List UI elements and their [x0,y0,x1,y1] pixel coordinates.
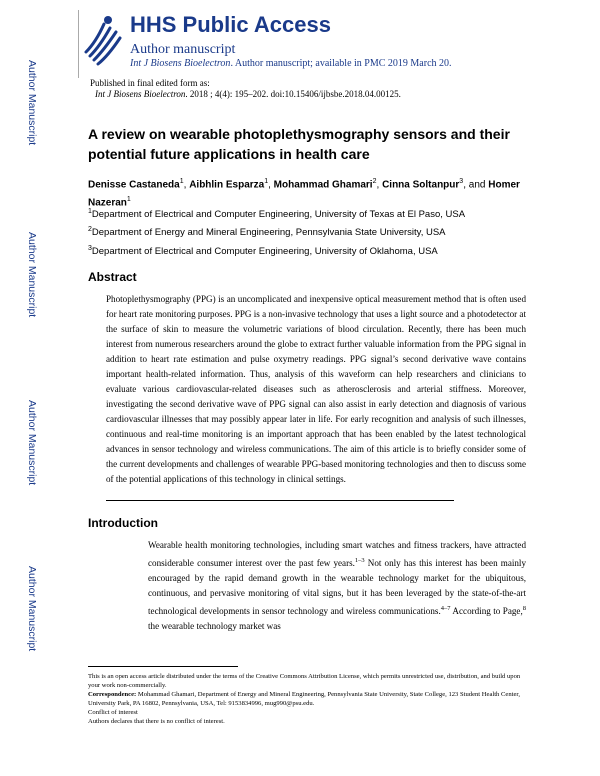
license-footnote: This is an open access article distributed under the terms of the Creative Commons Attribution License, which permits unrestricted use, distribution, and build upon your work non-commercially. [88,673,521,689]
affiliation-number: 2 [88,226,92,233]
introduction-body [148,538,526,634]
published-note: Published in final edited form as: [90,78,210,88]
availability-text: . Author manuscript; available in PMC 2019 March 20. [230,58,452,69]
margin-label-author-manuscript: Author Manuscript [26,232,38,318]
citation-line [95,89,401,99]
author-manuscript-subtitle: Author manuscript [130,42,236,57]
correspondence-text: Mohammad Ghamari, Department of Energy and Mineral Engineering, Pennsylvania State University, State College, 123 Student Health Center, University Park, PA 16802, Pennsylvania, USA, Tel: 9153834996, mug990@psu.edu. [88,691,520,707]
citation-details: . 2018 ; 4(4): 195–202. doi:10.15406/ijbsbe.2018.04.00125. [185,89,401,99]
affiliation [88,208,465,220]
correspondence-footnote [88,690,528,708]
author-separator: , [268,179,274,191]
author-list [88,174,528,211]
author-separator: , [376,179,383,191]
reference-link[interactable]: 8 [522,605,526,613]
author-affiliation-mark: 1 [179,178,184,185]
affiliation-text: Department of Energy and Mineral Engineering, Pennsylvania State University, USA [91,227,446,239]
author-name: Homer Nazeran [88,179,520,209]
conflict-of-interest-text: Authors declares that there is no conflict of interest. [88,718,225,725]
conflict-of-interest-title: Conflict of interest [88,709,138,716]
author-affiliation-mark: 1 [264,178,269,185]
article-title: A review on wearable photoplethysmography sensors and their potential future applications in health care [88,126,510,162]
intro-text: Not only has this interest has been mainly encouraged by the rapid demand growth in the wearable technology market for the ubiquitous, continuous, and pervasive monitoring of vital signs, but it has been leveraged by the state-of-the-art technological developments in sensor technology and wireless communications. [148,558,526,617]
author-affiliation-mark: 3 [459,178,464,185]
affiliation-text: Department of Electrical and Computer Engineering, University of Texas at El Paso, USA [91,209,466,221]
affiliation [88,245,438,257]
reference-link[interactable]: 4–7 [440,605,451,613]
author-name: Aibhlin Esparza [189,179,265,191]
margin-label-author-manuscript: Author Manuscript [26,400,38,486]
margin-label-author-manuscript: Author Manuscript [26,60,38,146]
affiliation-number: 3 [88,245,92,252]
affiliation-number: 1 [88,208,92,215]
intro-text: the wearable technology market was [148,621,281,632]
author-name: Denisse Castaneda [88,179,180,191]
journal-name: Int J Biosens Bioelectron [130,58,231,69]
margin-label-author-manuscript: Author Manuscript [26,566,38,652]
affiliation [88,226,446,238]
affiliation-text: Department of Electrical and Computer Engineering, University of Oklahoma, USA [91,246,438,258]
author-name: Cinna Soltanpur [382,179,460,191]
hhs-public-access-title: HHS Public Access [130,12,331,37]
introduction-heading: Introduction [88,516,158,530]
author-affiliation-mark: 2 [372,178,377,185]
citation-journal: Int J Biosens Bioelectron [95,89,186,99]
intro-text: Wearable health monitoring technologies, including smart watches and fitness trackers, have attracted considerable consumer interest over the past few years. [148,540,526,569]
intro-text: According to Page, [450,606,523,617]
hhs-eagle-logo-icon [82,12,122,66]
header-divider [78,10,79,78]
reference-link[interactable]: 1–3 [354,557,365,564]
author-name: Mohammad Ghamari [273,179,373,191]
footnote-divider [88,666,238,667]
author-separator: , [183,179,190,191]
journal-availability [130,58,452,69]
author-affiliation-mark: 1 [126,196,131,204]
abstract-divider [106,500,454,501]
correspondence-label: Correspondence: [88,691,137,698]
author-separator: , and [463,179,489,191]
abstract-body: Photoplethysmography (PPG) is an uncomplicated and inexpensive optical measurement method that is often used for heart rate monitoring purposes. PPG is a non-invasive technology that uses a light source and a photodetector at the surface of skin to measure the volumetric variations of blood circulation. Recently, there has been much interest from numerous researchers around the globe to extract further valuable information from the PPG signal in addition to heart rate estimation and pulse oxymetry readings. PPG signal’s second derivative wave contains important health-related information. Thus, analysis of this waveform can help researchers and clinicians to evaluate various cardiovascular-related diseases such as atherosclerosis and arterial stiffness. Moreover, investigating the second derivative wave of PPG signal can also assist in early detection and diagnosis of various cardiovascular illnesses that may possibly appear later in life. For early recognition and analysis of such illnesses, continuous and real-time monitoring is an important approach that has been enabled by the latest technological advances in sensor technology and wireless communications. The aim of this article is to briefly consider some of the current developments and challenges of wearable PPG-based monitoring technologies and then to discuss some of the potential applications of this technology in clinical settings. [106,294,526,484]
abstract-heading: Abstract [88,270,137,284]
